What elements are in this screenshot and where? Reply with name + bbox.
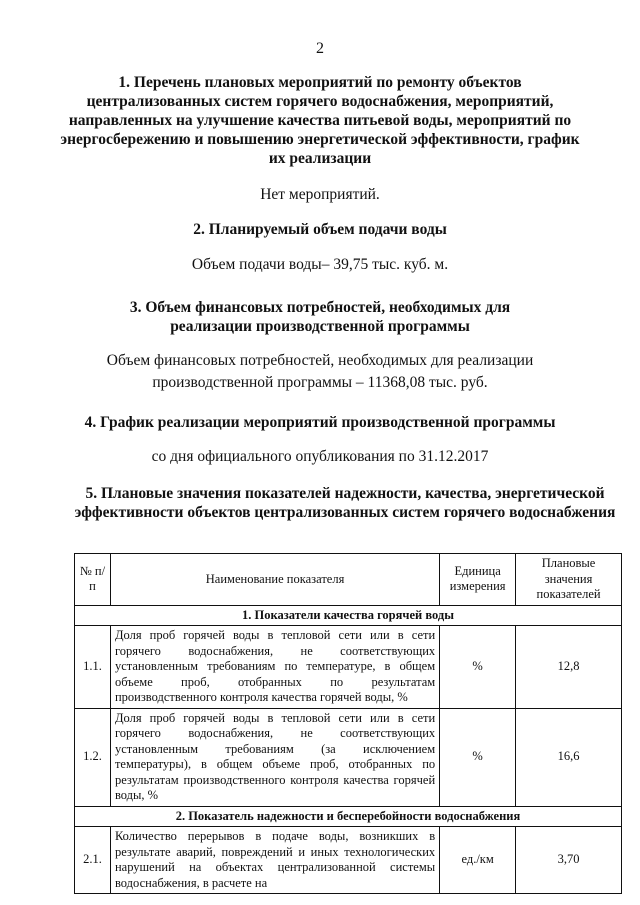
section-1-text: Нет мероприятий. <box>260 186 380 203</box>
row-unit: % <box>440 626 516 709</box>
page-number: 2 <box>316 40 324 57</box>
row-number: 1.2. <box>75 708 111 806</box>
row-unit: % <box>440 708 516 806</box>
row-planned-value: 3,70 <box>516 827 622 894</box>
section-2-text: Объем подачи воды– 39,75 тыс. куб. м. <box>191 256 449 273</box>
row-indicator-name: Количество перерывов в подаче воды, возникших в результате аварий, повреждений и иных технологических нарушений на объектах централизованной системы водоснабжения, в расчете на <box>110 827 439 894</box>
table-group-row <box>75 605 622 626</box>
table-group-row <box>75 806 622 827</box>
header-indicator-name: Наименование показателя <box>110 554 439 606</box>
group-title: 1. Показатели качества горячей воды <box>75 605 622 626</box>
row-indicator-name: Доля проб горячей воды в тепловой сети или в сети горячего водоснабжения, не соответствующих установленным требованиям (за исключением температуры), в общем объеме проб, отобранных по результатам производственного контроля качества горячей воды, % <box>110 708 439 806</box>
table-row <box>75 626 622 709</box>
section-3-heading: 3. Объем финансовых потребностей, необходимых для реализации производственной программы <box>129 299 511 335</box>
section-1-heading: 1. Перечень плановых мероприятий по ремонту объектов централизованных систем горячего водоснабжения, мероприятий, направленных на улучшение качества питьевой воды, мероприятий по энергосбережению и повышению энергетической эффективности, график их реализации <box>60 74 580 167</box>
section-4-heading: 4. График реализации мероприятий производственной программы <box>84 414 556 431</box>
group-title: 2. Показатель надежности и бесперебойности водоснабжения <box>75 806 622 827</box>
section-2-heading: 2. Планируемый объем подачи воды <box>193 221 447 238</box>
row-number: 1.1. <box>75 626 111 709</box>
indicators-table <box>74 553 622 894</box>
row-planned-value: 12,8 <box>516 626 622 709</box>
table-row <box>75 827 622 894</box>
header-number: № п/п <box>75 554 111 606</box>
row-indicator-name: Доля проб горячей воды в тепловой сети или в сети горячего водоснабжения, не соответствующих установленным требованиям по температуре, в общем объеме проб, отобранных по результатам производственного контроля качества горячей воды, % <box>110 626 439 709</box>
section-5-heading: 5. Плановые значения показателей надежности, качества, энергетической эффективности объектов централизованных систем горячего водоснабжения <box>74 485 616 521</box>
row-number: 2.1. <box>75 827 111 894</box>
row-unit: ед./км <box>440 827 516 894</box>
header-unit: Единица измерения <box>440 554 516 606</box>
row-planned-value: 16,6 <box>516 708 622 806</box>
header-planned-value: Плановые значения показателей <box>516 554 622 606</box>
section-3-text: Объем финансовых потребностей, необходимых для реализации производственной программы – 11368,08 тыс. руб. <box>106 352 534 391</box>
section-4-text: со дня официального опубликования по 31.12.2017 <box>151 448 489 465</box>
table-header-row <box>75 554 622 606</box>
table-row <box>75 708 622 806</box>
